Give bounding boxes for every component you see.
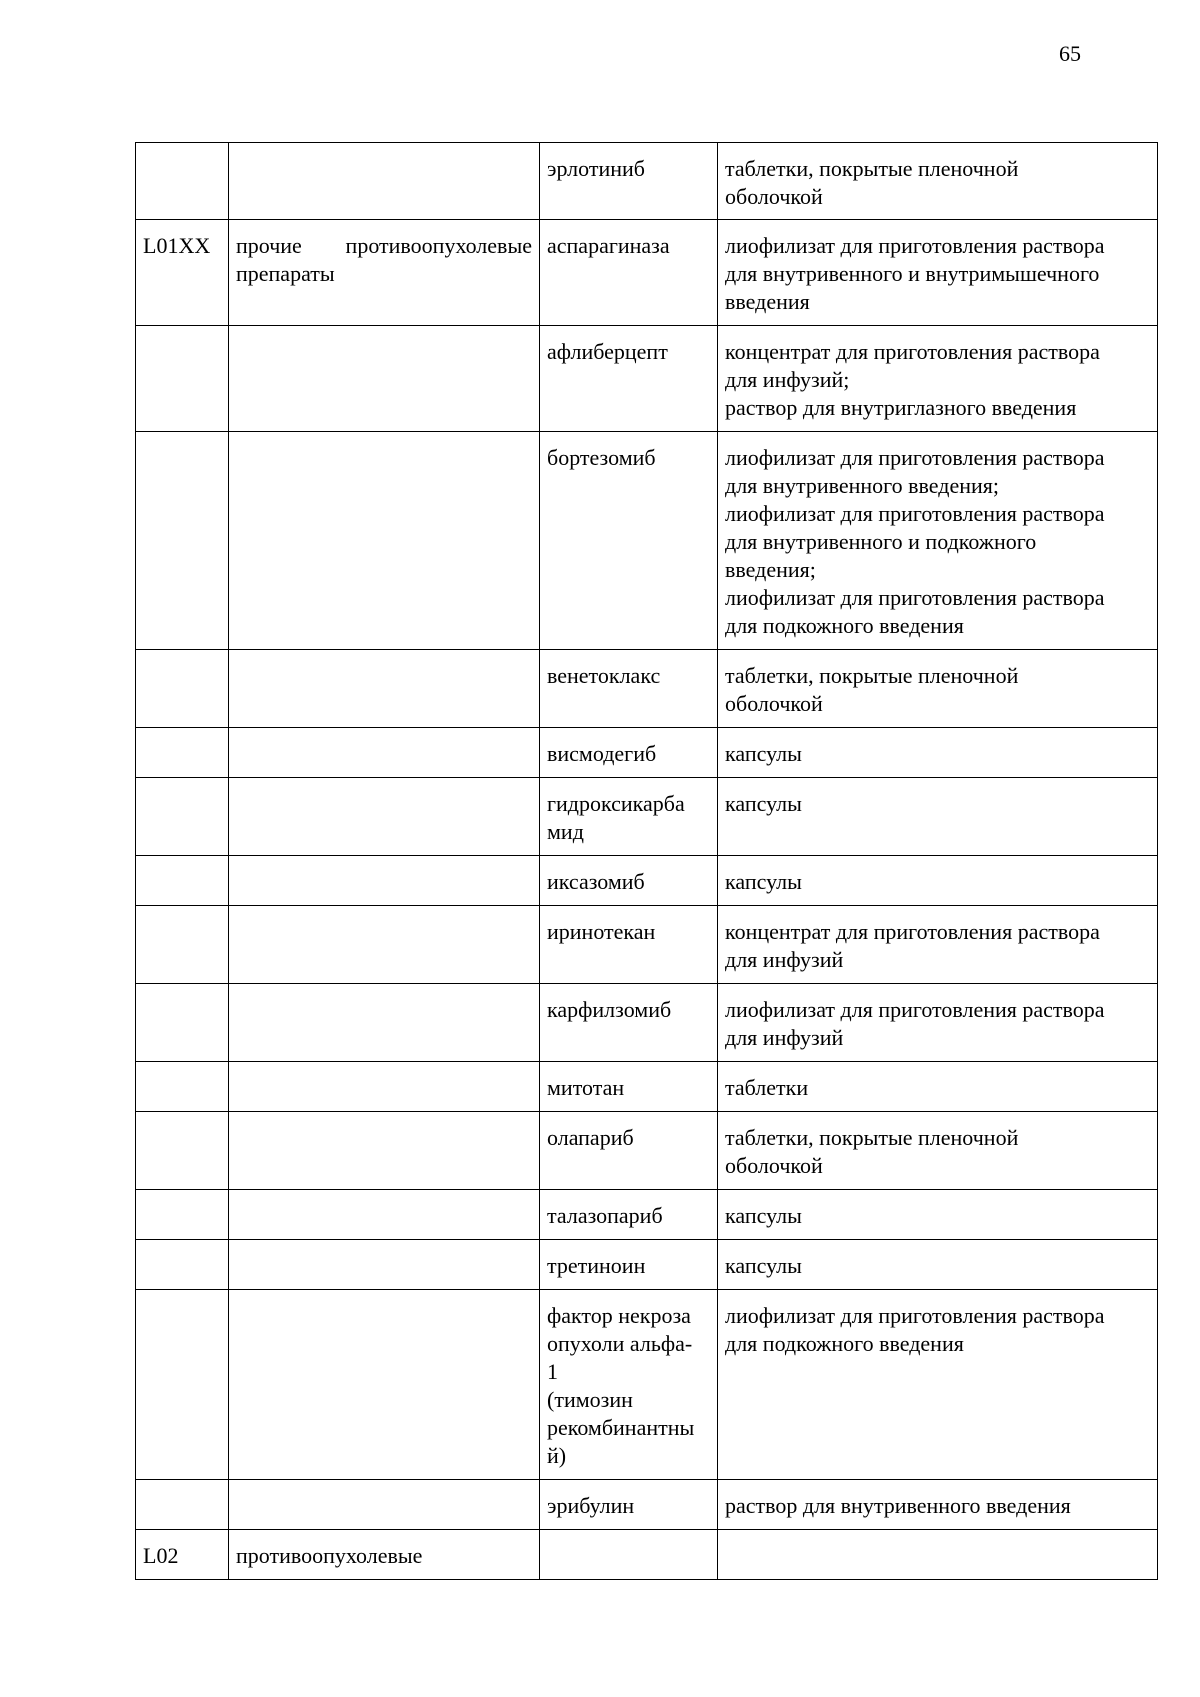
dosage-form-cell: концентрат для приготовления раствора для инфузий; раствор для внутриглазного введения: [718, 326, 1158, 432]
table-row: [136, 1190, 1158, 1240]
table-row: [136, 778, 1158, 856]
drug-name-cell: талазопариб: [540, 1190, 718, 1240]
atc-code-cell: [136, 906, 229, 984]
atc-group-cell: [229, 984, 540, 1062]
atc-group-cell: [229, 143, 540, 220]
atc-group-cell: [229, 1290, 540, 1480]
drug-name-cell: олапариб: [540, 1112, 718, 1190]
table-row: [136, 1112, 1158, 1190]
drug-name-cell: эрлотиниб: [540, 143, 718, 220]
drug-name-cell: гидроксикарба мид: [540, 778, 718, 856]
atc-group-cell: прочие противоопухолевые препараты: [229, 220, 540, 326]
drug-name-cell: [540, 1530, 718, 1580]
drug-name-cell: третиноин: [540, 1240, 718, 1290]
dosage-form-cell: концентрат для приготовления раствора для инфузий: [718, 906, 1158, 984]
atc-group-cell: [229, 1062, 540, 1112]
table-row: [136, 220, 1158, 326]
table-row: [136, 984, 1158, 1062]
table-body: [136, 143, 1158, 1580]
atc-group-cell: [229, 906, 540, 984]
atc-group-cell: [229, 1112, 540, 1190]
table-row: [136, 432, 1158, 650]
atc-group-cell: [229, 728, 540, 778]
drug-table: [135, 142, 1158, 1580]
atc-code-cell: [136, 1480, 229, 1530]
dosage-form-cell: лиофилизат для приготовления раствора для внутривенного и внутримышечного введения: [718, 220, 1158, 326]
atc-code-cell: [136, 650, 229, 728]
drug-name-cell: аспарагиназа: [540, 220, 718, 326]
table-row: [136, 1480, 1158, 1530]
atc-code-cell: [136, 432, 229, 650]
dosage-form-cell: капсулы: [718, 856, 1158, 906]
drug-name-cell: иринотекан: [540, 906, 718, 984]
atc-code-cell: [136, 143, 229, 220]
drug-name-cell: митотан: [540, 1062, 718, 1112]
table-row: [136, 326, 1158, 432]
drug-name-cell: фактор некроза опухоли альфа- 1 (тимозин рекомбинантны й): [540, 1290, 718, 1480]
table-row: [136, 906, 1158, 984]
atc-code-cell: [136, 1190, 229, 1240]
table-row: [136, 1240, 1158, 1290]
dosage-form-cell: таблетки: [718, 1062, 1158, 1112]
dosage-form-cell: лиофилизат для приготовления раствора для внутривенного введения; лиофилизат для приготовления раствора для внутривенного и подкожного введения; лиофилизат для приготовления раствора для подкожного введения: [718, 432, 1158, 650]
atc-code-cell: [136, 1290, 229, 1480]
table-row: [136, 1530, 1158, 1580]
atc-code-cell: [136, 778, 229, 856]
dosage-form-cell: [718, 1530, 1158, 1580]
table-row: [136, 856, 1158, 906]
dosage-form-cell: лиофилизат для приготовления раствора для инфузий: [718, 984, 1158, 1062]
drug-name-cell: венетоклакс: [540, 650, 718, 728]
table-row: [136, 143, 1158, 220]
atc-group-cell: [229, 432, 540, 650]
dosage-form-cell: капсулы: [718, 728, 1158, 778]
dosage-form-cell: таблетки, покрытые пленочной оболочкой: [718, 650, 1158, 728]
drug-name-cell: афлиберцепт: [540, 326, 718, 432]
atc-group-cell: [229, 1240, 540, 1290]
table-row: [136, 650, 1158, 728]
table-row: [136, 1062, 1158, 1112]
dosage-form-cell: капсулы: [718, 778, 1158, 856]
atc-group-cell: [229, 778, 540, 856]
atc-code-cell: L01XX: [136, 220, 229, 326]
atc-group-cell: [229, 1190, 540, 1240]
page-number: 65: [1059, 41, 1081, 66]
drug-name-cell: иксазомиб: [540, 856, 718, 906]
atc-code-cell: [136, 1112, 229, 1190]
atc-code-cell: L02: [136, 1530, 229, 1580]
drug-name-cell: бортезомиб: [540, 432, 718, 650]
atc-code-cell: [136, 1062, 229, 1112]
atc-code-cell: [136, 728, 229, 778]
atc-group-cell: противоопухолевые: [229, 1530, 540, 1580]
drug-name-cell: карфилзомиб: [540, 984, 718, 1062]
dosage-form-cell: капсулы: [718, 1240, 1158, 1290]
dosage-form-cell: таблетки, покрытые пленочной оболочкой: [718, 1112, 1158, 1190]
drug-name-cell: эрибулин: [540, 1480, 718, 1530]
dosage-form-cell: раствор для внутривенного введения: [718, 1480, 1158, 1530]
atc-code-cell: [136, 856, 229, 906]
atc-group-cell: [229, 326, 540, 432]
table-row: [136, 1290, 1158, 1480]
dosage-form-cell: таблетки, покрытые пленочной оболочкой: [718, 143, 1158, 220]
drug-name-cell: висмодегиб: [540, 728, 718, 778]
atc-group-cell: [229, 650, 540, 728]
atc-code-cell: [136, 984, 229, 1062]
dosage-form-cell: капсулы: [718, 1190, 1158, 1240]
table-row: [136, 728, 1158, 778]
atc-group-cell: [229, 1480, 540, 1530]
atc-code-cell: [136, 1240, 229, 1290]
atc-group-cell: [229, 856, 540, 906]
dosage-form-cell: лиофилизат для приготовления раствора для подкожного введения: [718, 1290, 1158, 1480]
atc-code-cell: [136, 326, 229, 432]
